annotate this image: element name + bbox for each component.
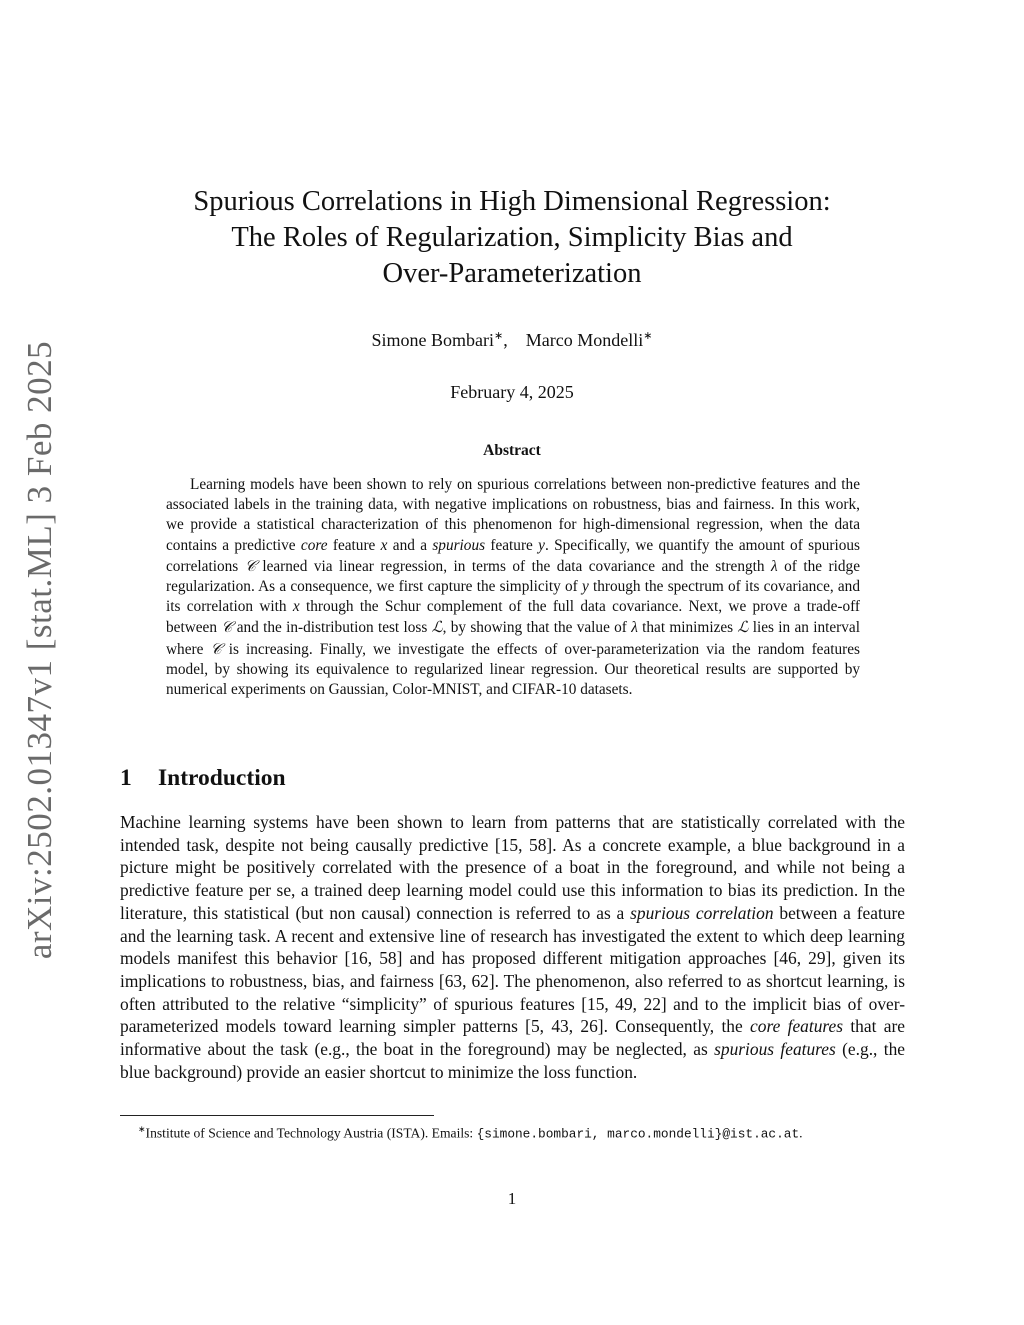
intro-fragment: (e.g., the blue background) provide an easier shortcut to minimize the loss function.	[120, 1039, 905, 1082]
footnote-divider	[120, 1115, 434, 1116]
intro-fragment: Machine learning systems have been shown to learn from patterns that are statistically correlated with the intended task, despite not being causally predictive [15, 58]. As a concrete example, a blue background in a picture might be positively correlated with the presence of a boat in the foreground, and while not being a predictive feature per se, a trained deep learning model could use this information to bias its prediction. In the literature, this statistical (but non causal) connection is referred to as a	[120, 812, 905, 923]
section-number: 1	[120, 765, 132, 791]
abstract-fragment: is increasing. Finally, we investigate the effects of over-parameterization via the random features model, by showing its equivalence to regularized linear regression. Our theoretical results are supported by numerical experiments on Gaussian, Color-MNIST, and CIFAR-10 datasets.	[166, 640, 860, 699]
section-title: Introduction	[158, 765, 286, 791]
abstract-fragment: feature	[485, 536, 539, 554]
math-symbol: ℒ	[737, 618, 749, 637]
math-symbol: x	[292, 598, 300, 616]
footnote-mark: ∗	[138, 1124, 146, 1134]
section-heading-introduction	[120, 765, 286, 792]
footnote-end: .	[799, 1125, 803, 1141]
author-emails: {simone.bombari, marco.mondelli}@ist.ac.at	[476, 1126, 800, 1142]
abstract-fragment: and a	[387, 536, 433, 554]
publication-date: February 4, 2025	[450, 382, 574, 402]
abstract-emphasis: spurious	[432, 536, 486, 554]
abstract-fragment: through the spectrum of its covariance, and its correlation with	[166, 578, 860, 616]
intro-emphasis: core features	[750, 1016, 844, 1037]
footnote-text: Institute of Science and Technology Austria (ISTA). Emails:	[145, 1125, 477, 1141]
abstract-fragment: through the Schur complement of the full data covariance. Next, we prove a trade-off between	[166, 598, 861, 637]
abstract-fragment: that minimizes	[637, 619, 738, 637]
introduction-paragraph	[120, 811, 905, 1083]
arxiv-identifier-stamp: arXiv:2502.01347v1 [stat.ML] 3 Feb 2025	[20, 340, 59, 960]
title-line: Spurious Correlations in High Dimensional Regression:	[193, 186, 831, 217]
abstract-fragment: . Specifically, we quantify the amount of spurious correlations	[166, 536, 860, 575]
abstract-fragment: feature	[327, 536, 381, 554]
title-line: The Roles of Regularization, Simplicity Bias and	[231, 222, 793, 253]
math-symbol: y	[538, 536, 545, 554]
abstract-fragment: of the ridge regularization. As a consequence, we first capture the simplicity of	[166, 557, 860, 596]
page-number: 1	[507, 1189, 517, 1208]
affiliation-mark: ∗	[494, 330, 504, 342]
title-line: Over-Parameterization	[382, 258, 642, 289]
intro-fragment: that are informative about the task (e.g., the boat in the foreground) may be neglected, as	[120, 1016, 905, 1060]
author-name: Simone Bombari	[371, 330, 495, 350]
math-symbol: 𝒞	[210, 639, 222, 658]
abstract-fragment: lies in an interval where	[166, 619, 860, 658]
abstract-text	[166, 475, 860, 700]
author-separator: ,	[503, 330, 508, 350]
intro-emphasis: spurious correlation	[630, 902, 774, 923]
abstract-emphasis: core	[300, 536, 328, 554]
affiliation-mark: ∗	[643, 330, 653, 342]
abstract-fragment: and the in-distribution test loss	[232, 619, 432, 637]
abstract-heading: Abstract	[483, 442, 541, 459]
math-symbol: 𝒞	[221, 618, 233, 637]
math-symbol: λ	[771, 557, 778, 575]
math-symbol: y	[581, 578, 589, 596]
math-symbol: λ	[631, 619, 638, 637]
paper-title	[150, 184, 874, 292]
author-name: Marco Mondelli	[525, 330, 644, 350]
intro-fragment: between a feature and the learning task. A recent and extensive line of research has investigated the extent to which deep learning models manifest this behavior [16, 58] and has proposed different mitigation approaches [46, 29], given its implications to robustness, bias, and fairness [63, 62]. The phenomenon, also referred to as shortcut learning, is often attributed to the relative “simplicity” of spurious features [15, 49, 22] and to the implicit bias of over-parameterized models toward learning simpler patterns [5, 43, 26]. Consequently, the	[120, 902, 905, 1037]
math-symbol: x	[380, 536, 388, 554]
author-list	[150, 329, 874, 351]
math-symbol: 𝒞	[244, 556, 256, 575]
abstract-fragment: learned via linear regression, in terms of the data covariance and the strength	[255, 557, 772, 575]
math-symbol: ℒ	[431, 618, 443, 637]
abstract-fragment: , by showing that the value of	[442, 619, 632, 637]
abstract-fragment: Learning models have been shown to rely on spurious correlations between non-predictive features and the associated labels in the training data, with negative implications on robustness, bias and fairness. In this work, we provide a statistical characterization of this phenomenon for high-dimensional regression, when the data contains a predictive	[166, 476, 860, 554]
intro-emphasis: spurious features	[714, 1039, 836, 1060]
affiliation-footnote	[138, 1120, 918, 1144]
